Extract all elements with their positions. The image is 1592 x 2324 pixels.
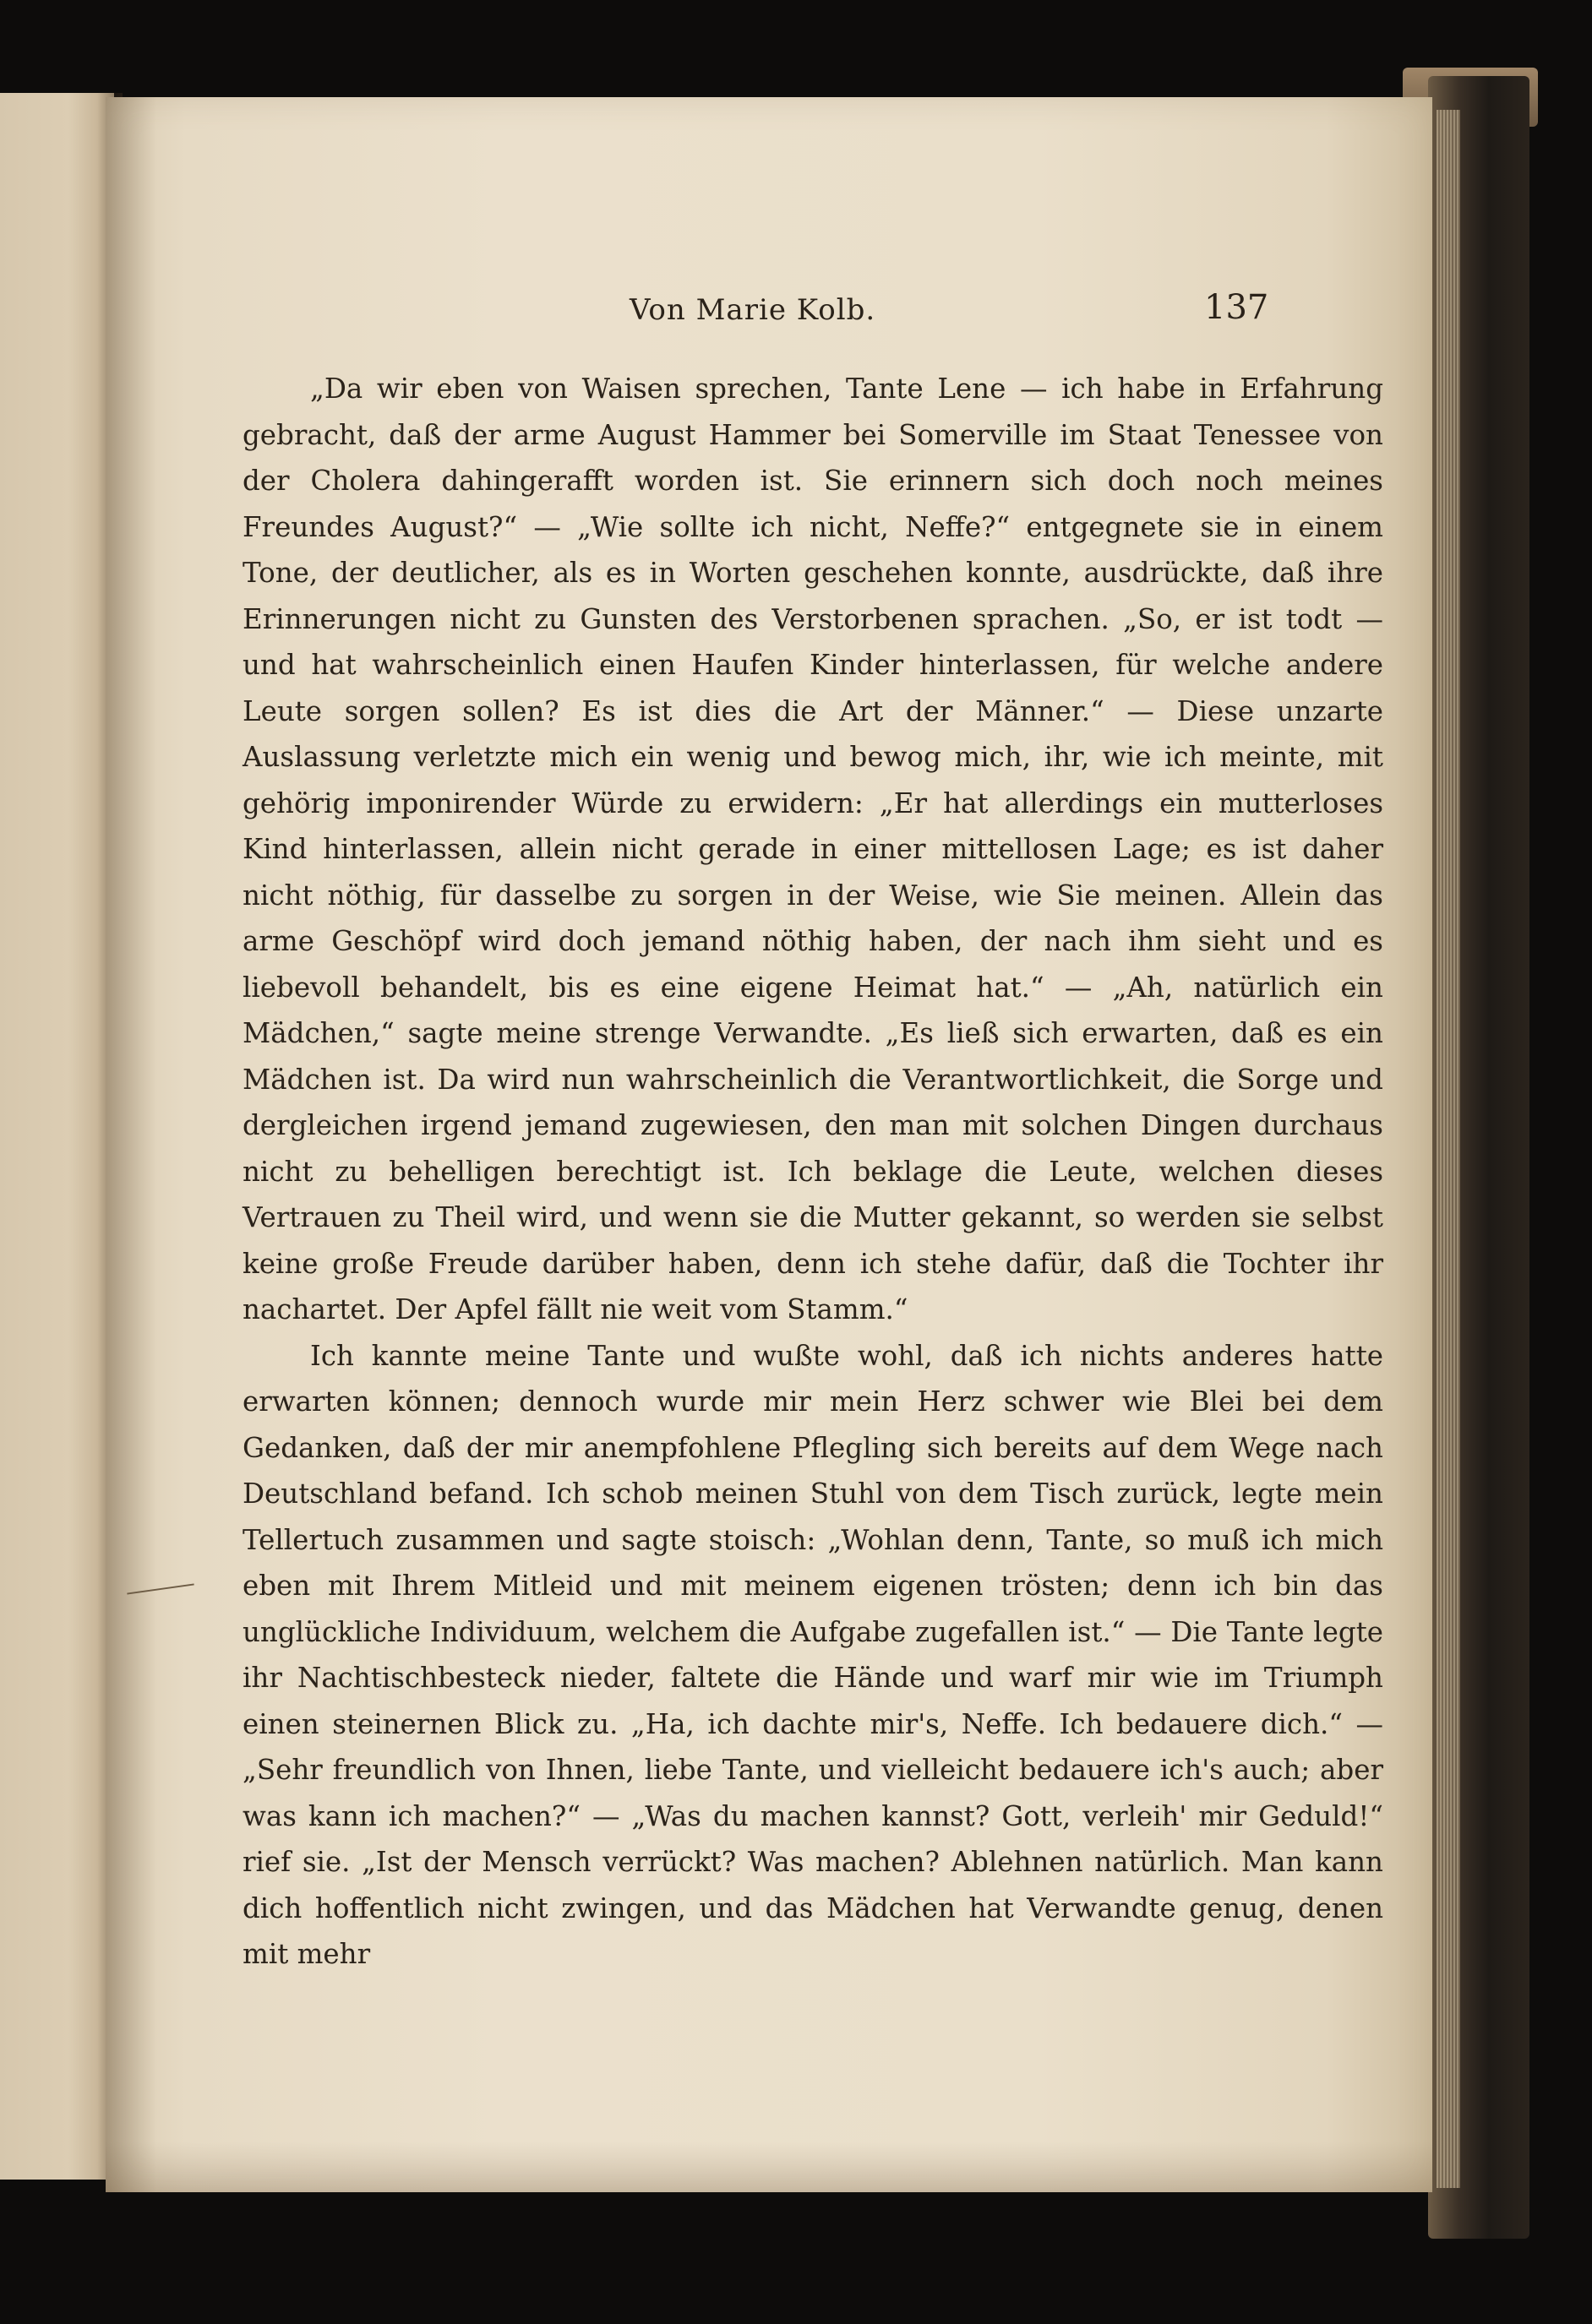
paragraph-1: „Da wir eben von Waisen sprechen, Tante Lene — ich habe in Erfahrung gebracht, daß der arme August Hammer bei Somerville im Staat Tenessee von der Cholera dahingerafft worden ist. Sie erinnern sich doch noch meines Freundes August?“ — „Wie sollte ich nicht, Neffe?“ entgegnete sie in einem Tone, der deutlicher, als es in Worten geschehen konnte, ausdrückte, daß ihre Erinnerungen nicht zu Gunsten des Verstorbenen sprachen. „So, er ist todt — und hat wahrscheinlich einen Haufen Kinder hinterlassen, für welche andere Leute sorgen sollen? Es ist dies die Art der Männer.“ — Diese unzarte Auslassung verletzte mich ein wenig und bewog mich, ihr, wie ich meinte, mit gehörig imponirender Würde zu erwidern: „Er hat allerdings ein mutterloses Kind hinterlassen, allein nicht gerade in einer mittellosen Lage; es ist daher nicht nöthig, für dasselbe zu sorgen in der Weise, wie Sie meinen. Allein das arme Geschöpf wird doch jemand nöthig haben, der nach ihm sieht und es liebevoll behandelt, bis es eine eigene Heimat hat.“ — „Ah, natürlich ein Mädchen,“ sagte meine strenge Verwandte. „Es ließ sich erwarten, daß es ein Mädchen ist. Da wird nun wahrscheinlich die Verantwortlichkeit, die Sorge und dergleichen irgend jemand zugewiesen, den man mit solchen Dingen durchaus nicht zu behelligen berechtigt ist. Ich beklage die Leute, welchen dieses Vertrauen zu Theil wird, und wenn sie die Mutter gekannt, so werden sie selbst keine große Freude darüber haben, denn ich stehe dafür, daß die Tochter ihr nachartet. Der Apfel fällt nie weit vom Stamm.“	[243, 373, 1383, 1325]
page-number: 137	[1204, 288, 1269, 327]
gutter-shadow	[106, 97, 156, 2192]
paragraph-2: Ich kannte meine Tante und wußte wohl, daß ich nichts anderes hatte erwarten können; dennoch wurde mir mein Herz schwer wie Blei bei dem Gedanken, daß der mir anempfohlene Pflegling sich bereits auf dem Wege nach Deutschland befand. Ich schob meinen Stuhl von dem Tisch zurück, legte mein Tellertuch zusammen und sagte stoisch: „Wohlan denn, Tante, so muß ich mich eben mit Ihrem Mitleid und mit meinem eigenen trösten; denn ich bin das unglückliche Individuum, welchem die Aufgabe zugefallen ist.“ — Die Tante legte ihr Nachtischbesteck nieder, faltete die Hände und warf mir wie im Triumph einen steinernen Blick zu. „Ha, ich dachte mir's, Neffe. Ich bedauere dich.“ — „Sehr freundlich von Ihnen, liebe Tante, und vielleicht bedauere ich's auch; aber was kann ich machen?“ — „Was du machen kannst? Gott, verleih' mir Geduld!“ rief sie. „Ist der Mensch verrückt? Was machen? Ablehnen natürlich. Man kann dich hoffentlich nicht zwingen, und das Mädchen hat Verwandte genug, denen mit mehr	[243, 1339, 1383, 1970]
running-head	[106, 288, 1432, 344]
page-bottom-shadow	[106, 2142, 1432, 2192]
body-text	[243, 366, 1383, 1978]
book-page	[106, 97, 1432, 2192]
page-stack-edge	[1437, 110, 1460, 2188]
running-title: Von Marie Kolb.	[630, 293, 876, 327]
